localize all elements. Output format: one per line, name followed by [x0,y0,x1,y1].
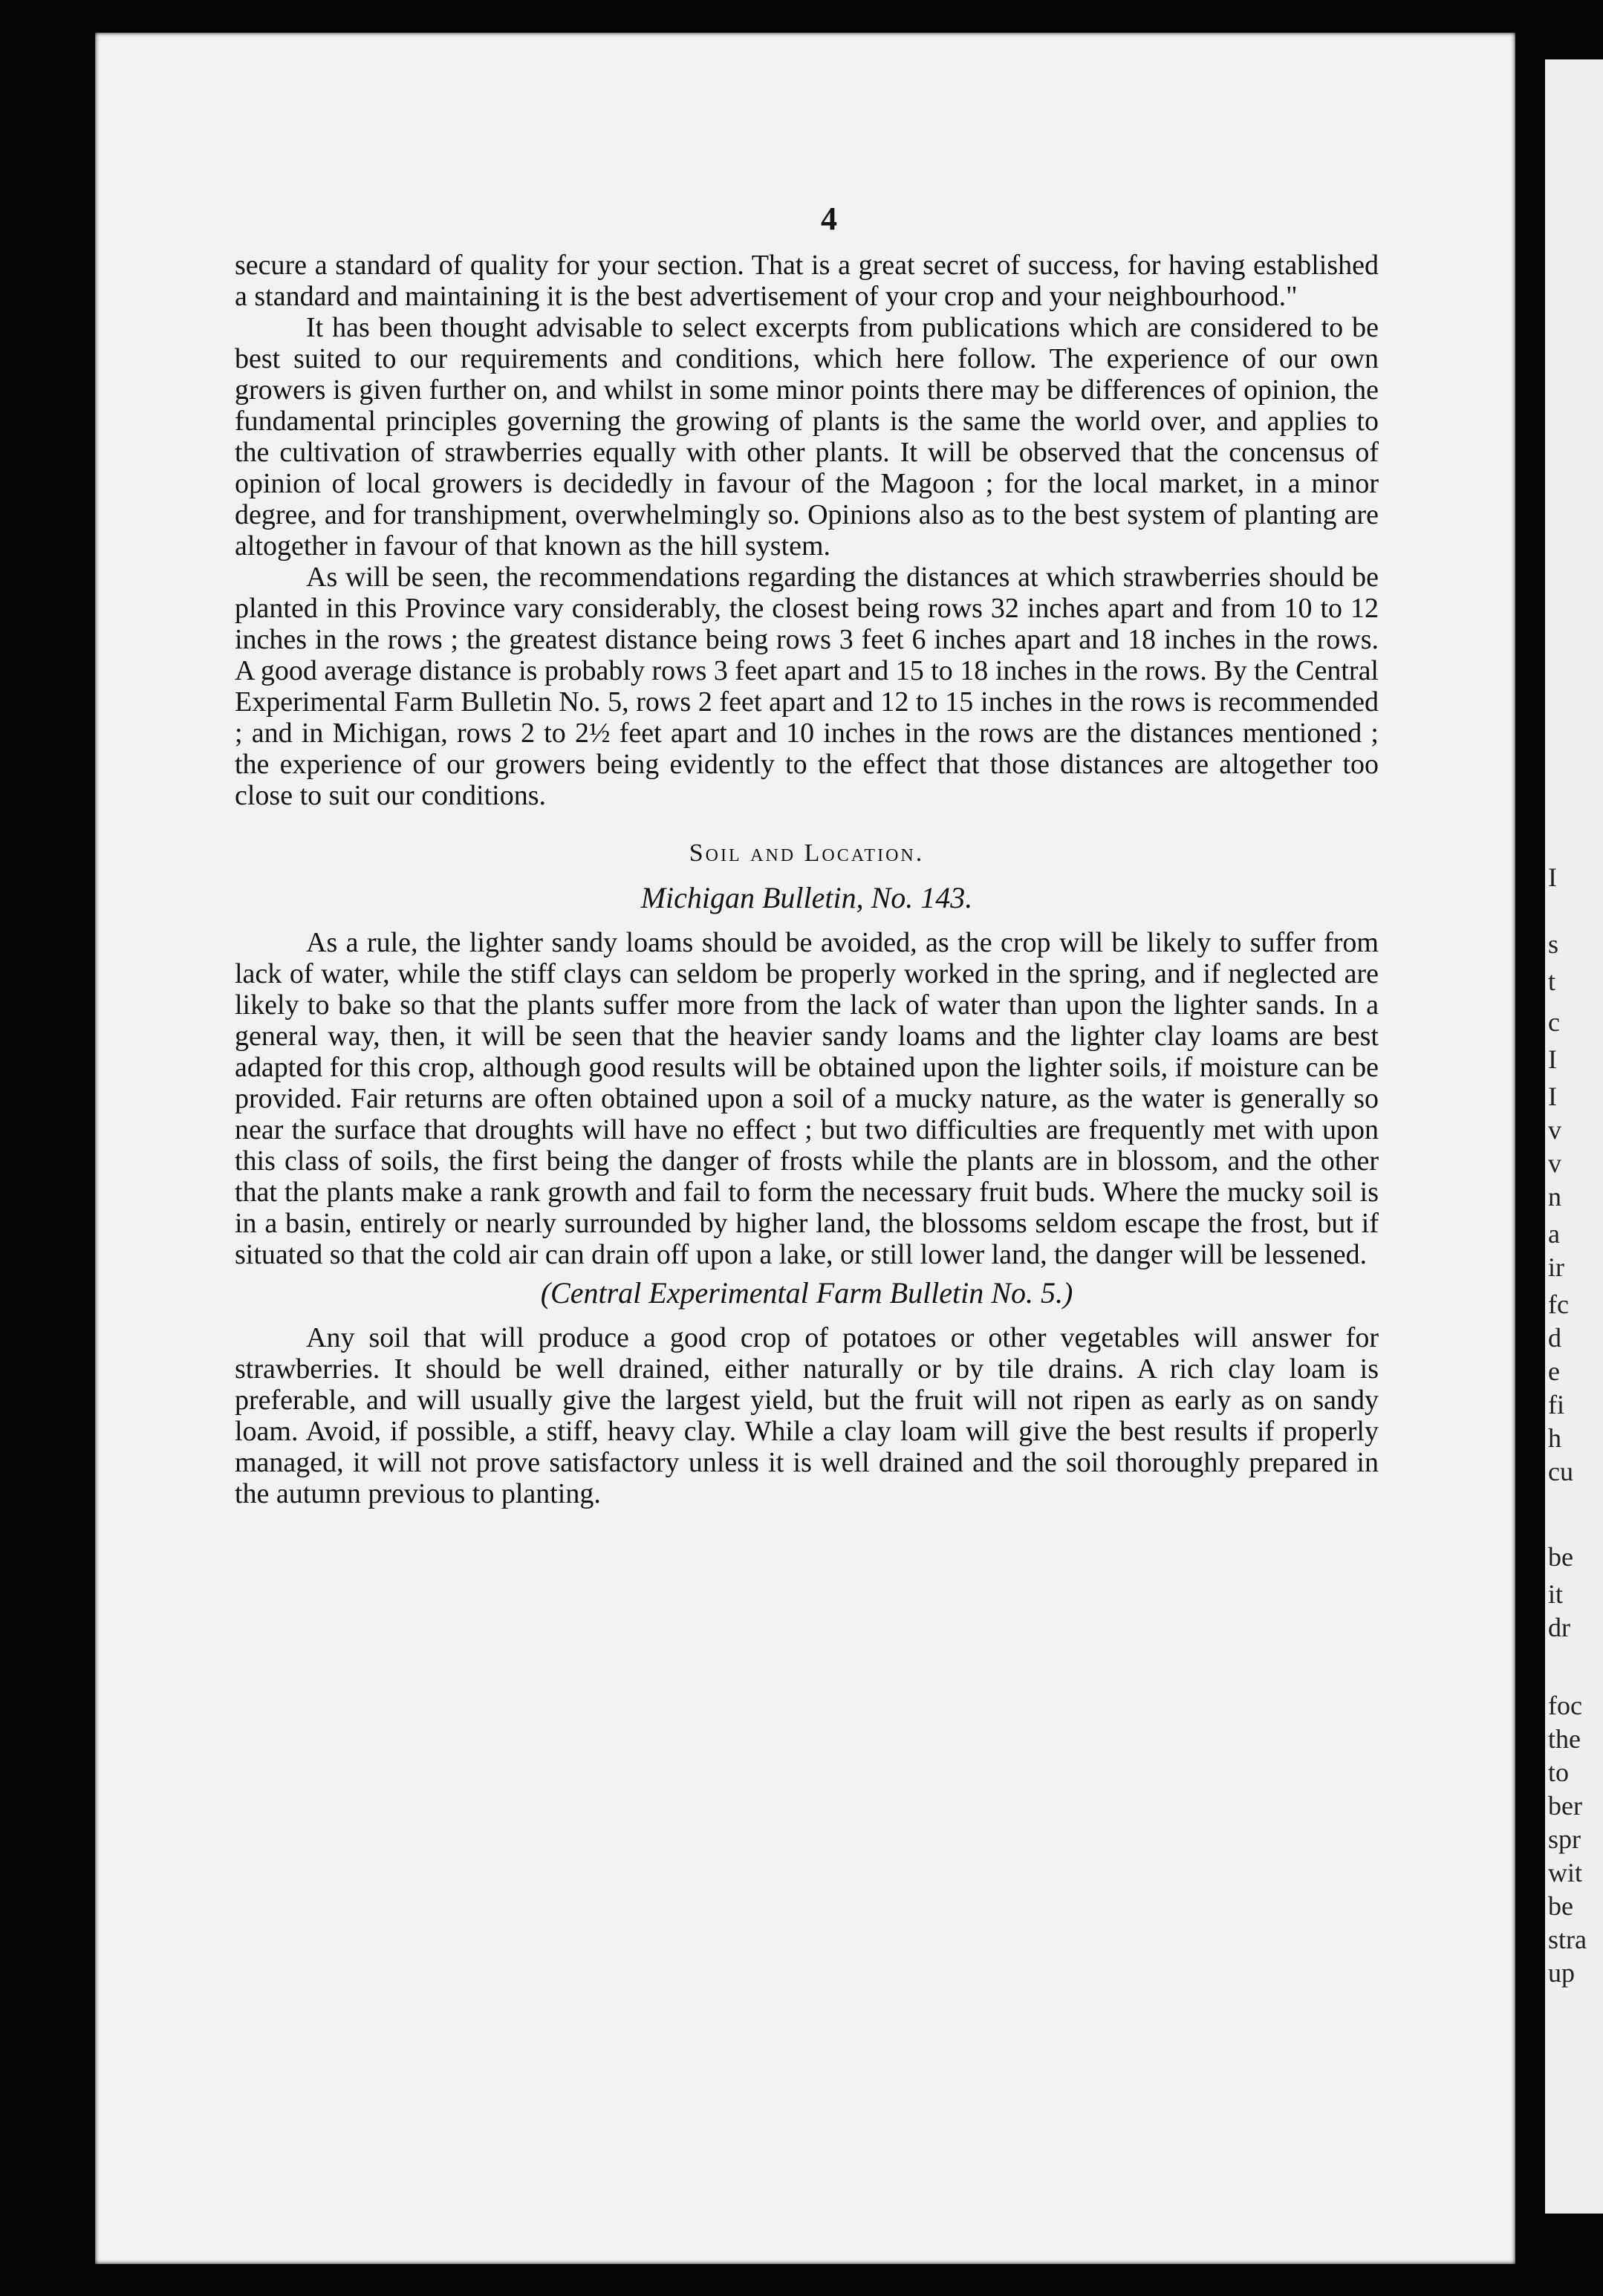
adjacent-page-fragment: I [1548,1082,1557,1111]
adjacent-page-fragment: e [1548,1356,1560,1386]
page-body [235,201,1379,1509]
adjacent-page-fragment: h [1548,1423,1561,1453]
adjacent-page-fragment: I [1548,1044,1557,1074]
adjacent-page-fragment: c [1548,1007,1560,1037]
adjacent-page-fragment: s [1548,929,1559,959]
adjacent-page-fragment: fc [1548,1290,1569,1319]
adjacent-page-fragment: d [1548,1323,1561,1353]
adjacent-page-fragment: ber [1548,1791,1582,1821]
adjacent-page-fragment: up [1548,1958,1575,1988]
adjacent-page-fragment: wit [1548,1858,1583,1887]
central-farm-bulletin-source: (Central Experimental Farm Bulletin No. 5.) [540,1276,1073,1310]
michigan-bulletin-text: As a rule, the lighter sandy loams should be avoided, as the crop will be likely to suffer from lack of water, while the stiff clays can seldom be properly worked in the spring, and if neglected are likely to bake so that the plants suffer more from the lack of water than upon the lighter sands. In a general way, then, it will be seen that the heavier sandy loams and the lighter clay loams are best adapted for this crop, although good results will be obtained upon the lighter soils, if moisture can be provided. Fair returns are often obtained upon a soil of a mucky nature, as the water is generally so near the surface that droughts will have no effect ; but two difficulties are frequently met with upon this class of soils, the first being the danger of frosts while the plants are in blossom, and the other that the plants make a rank growth and fail to form the necessary fruit buds. Where the mucky soil is in a basin, entirely or nearly surrounded by higher land, the blossoms seldom escape the frost, but if situated so that the cold air can drain off upon a lake, or still lower land, the danger will be lessened. [235,927,1379,1270]
michigan-bulletin-source: Michigan Bulletin, No. 143. [640,881,973,914]
adjacent-page-fragment: v [1548,1115,1561,1145]
intro-paragraph-2: It has been thought advisable to select excerpts from publications which are considered to be best suited to our requirements and conditions, which here follow. The experience of our own growers is given further on, and whilst in some minor points there may be differences of opinion, the fundamental principles governing the growing of plants is the same the world over, and applies to the cultivation of strawberries equally with other plants. It will be observed that the concensus of opinion of local growers is decidedly in favour of the Magoon ; for the local market, in a minor degree, and for transhipment, overwhelmingly so. Opinions also as to the best system of planting are altogether in favour of that known as the hill system. [235,312,1379,562]
central-farm-bulletin-text: Any soil that will produce a good crop of potatoes or other vegetables will answer for strawberries. It should be well drained, either naturally or by tile drains. A rich clay loam is preferable, and will usually give the largest yield, but the fruit will not ripen as early as on sandy loam. Avoid, if possible, a stiff, heavy clay. While a clay loam will give the best results if properly managed, it will not prove satisfactory unless it is well drained and the soil thoroughly prepared in the autumn previous to planting. [235,1322,1379,1509]
adjacent-page-fragment: foc [1548,1691,1582,1720]
adjacent-page-fragment: spr [1548,1824,1581,1854]
adjacent-page-fragment: fi [1548,1390,1564,1419]
adjacent-page-fragment: ir [1548,1252,1564,1282]
adjacent-page-fragment: dr [1548,1613,1570,1642]
intro-paragraph-3: As will be seen, the recommendations regarding the distances at which strawberries should be planted in this Province vary considerably, the closest being rows 32 inches apart and from 10 to 12 inches in the rows ; the greatest distance being rows 3 feet 6 inches apart and 18 inches in the rows. A good average distance is probably rows 3 feet apart and 15 to 18 inches in the rows. By the Central Experimental Farm Bulletin No. 5, rows 2 feet apart and 12 to 15 inches in the rows is recommended ; and in Michigan, rows 2 to 2½ feet apart and 10 inches in the rows are the distances mentioned ; the experience of our growers being evidently to the effect that those distances are altogether too close to suit our conditions. [235,562,1379,811]
adjacent-page-edge [1545,59,1603,2214]
adjacent-page-fragment: I [1548,862,1557,892]
adjacent-page-fragment: be [1548,1542,1573,1572]
adjacent-page-fragment: to [1548,1757,1570,1787]
adjacent-page-fragment: a [1548,1219,1560,1249]
intro-paragraph-1: secure a standard of quality for your section. That is a great secret of success, for having established a standard and maintaining it is the best advertisement of your crop and your neighbourhood." [235,250,1379,312]
scanned-page [95,33,1515,2264]
section-heading: Soil and Location. [689,839,925,867]
adjacent-page-fragment: cu [1548,1457,1573,1486]
adjacent-page-fragment: t [1548,966,1556,996]
adjacent-page-fragment: n [1548,1182,1561,1212]
adjacent-page-fragment: stra [1548,1925,1587,1954]
adjacent-page-fragment: v [1548,1148,1561,1178]
adjacent-page-fragment: it [1548,1579,1564,1609]
page-number: 4 [821,201,837,237]
adjacent-page-fragment: be [1548,1891,1573,1921]
adjacent-page-fragment: the [1548,1724,1581,1754]
